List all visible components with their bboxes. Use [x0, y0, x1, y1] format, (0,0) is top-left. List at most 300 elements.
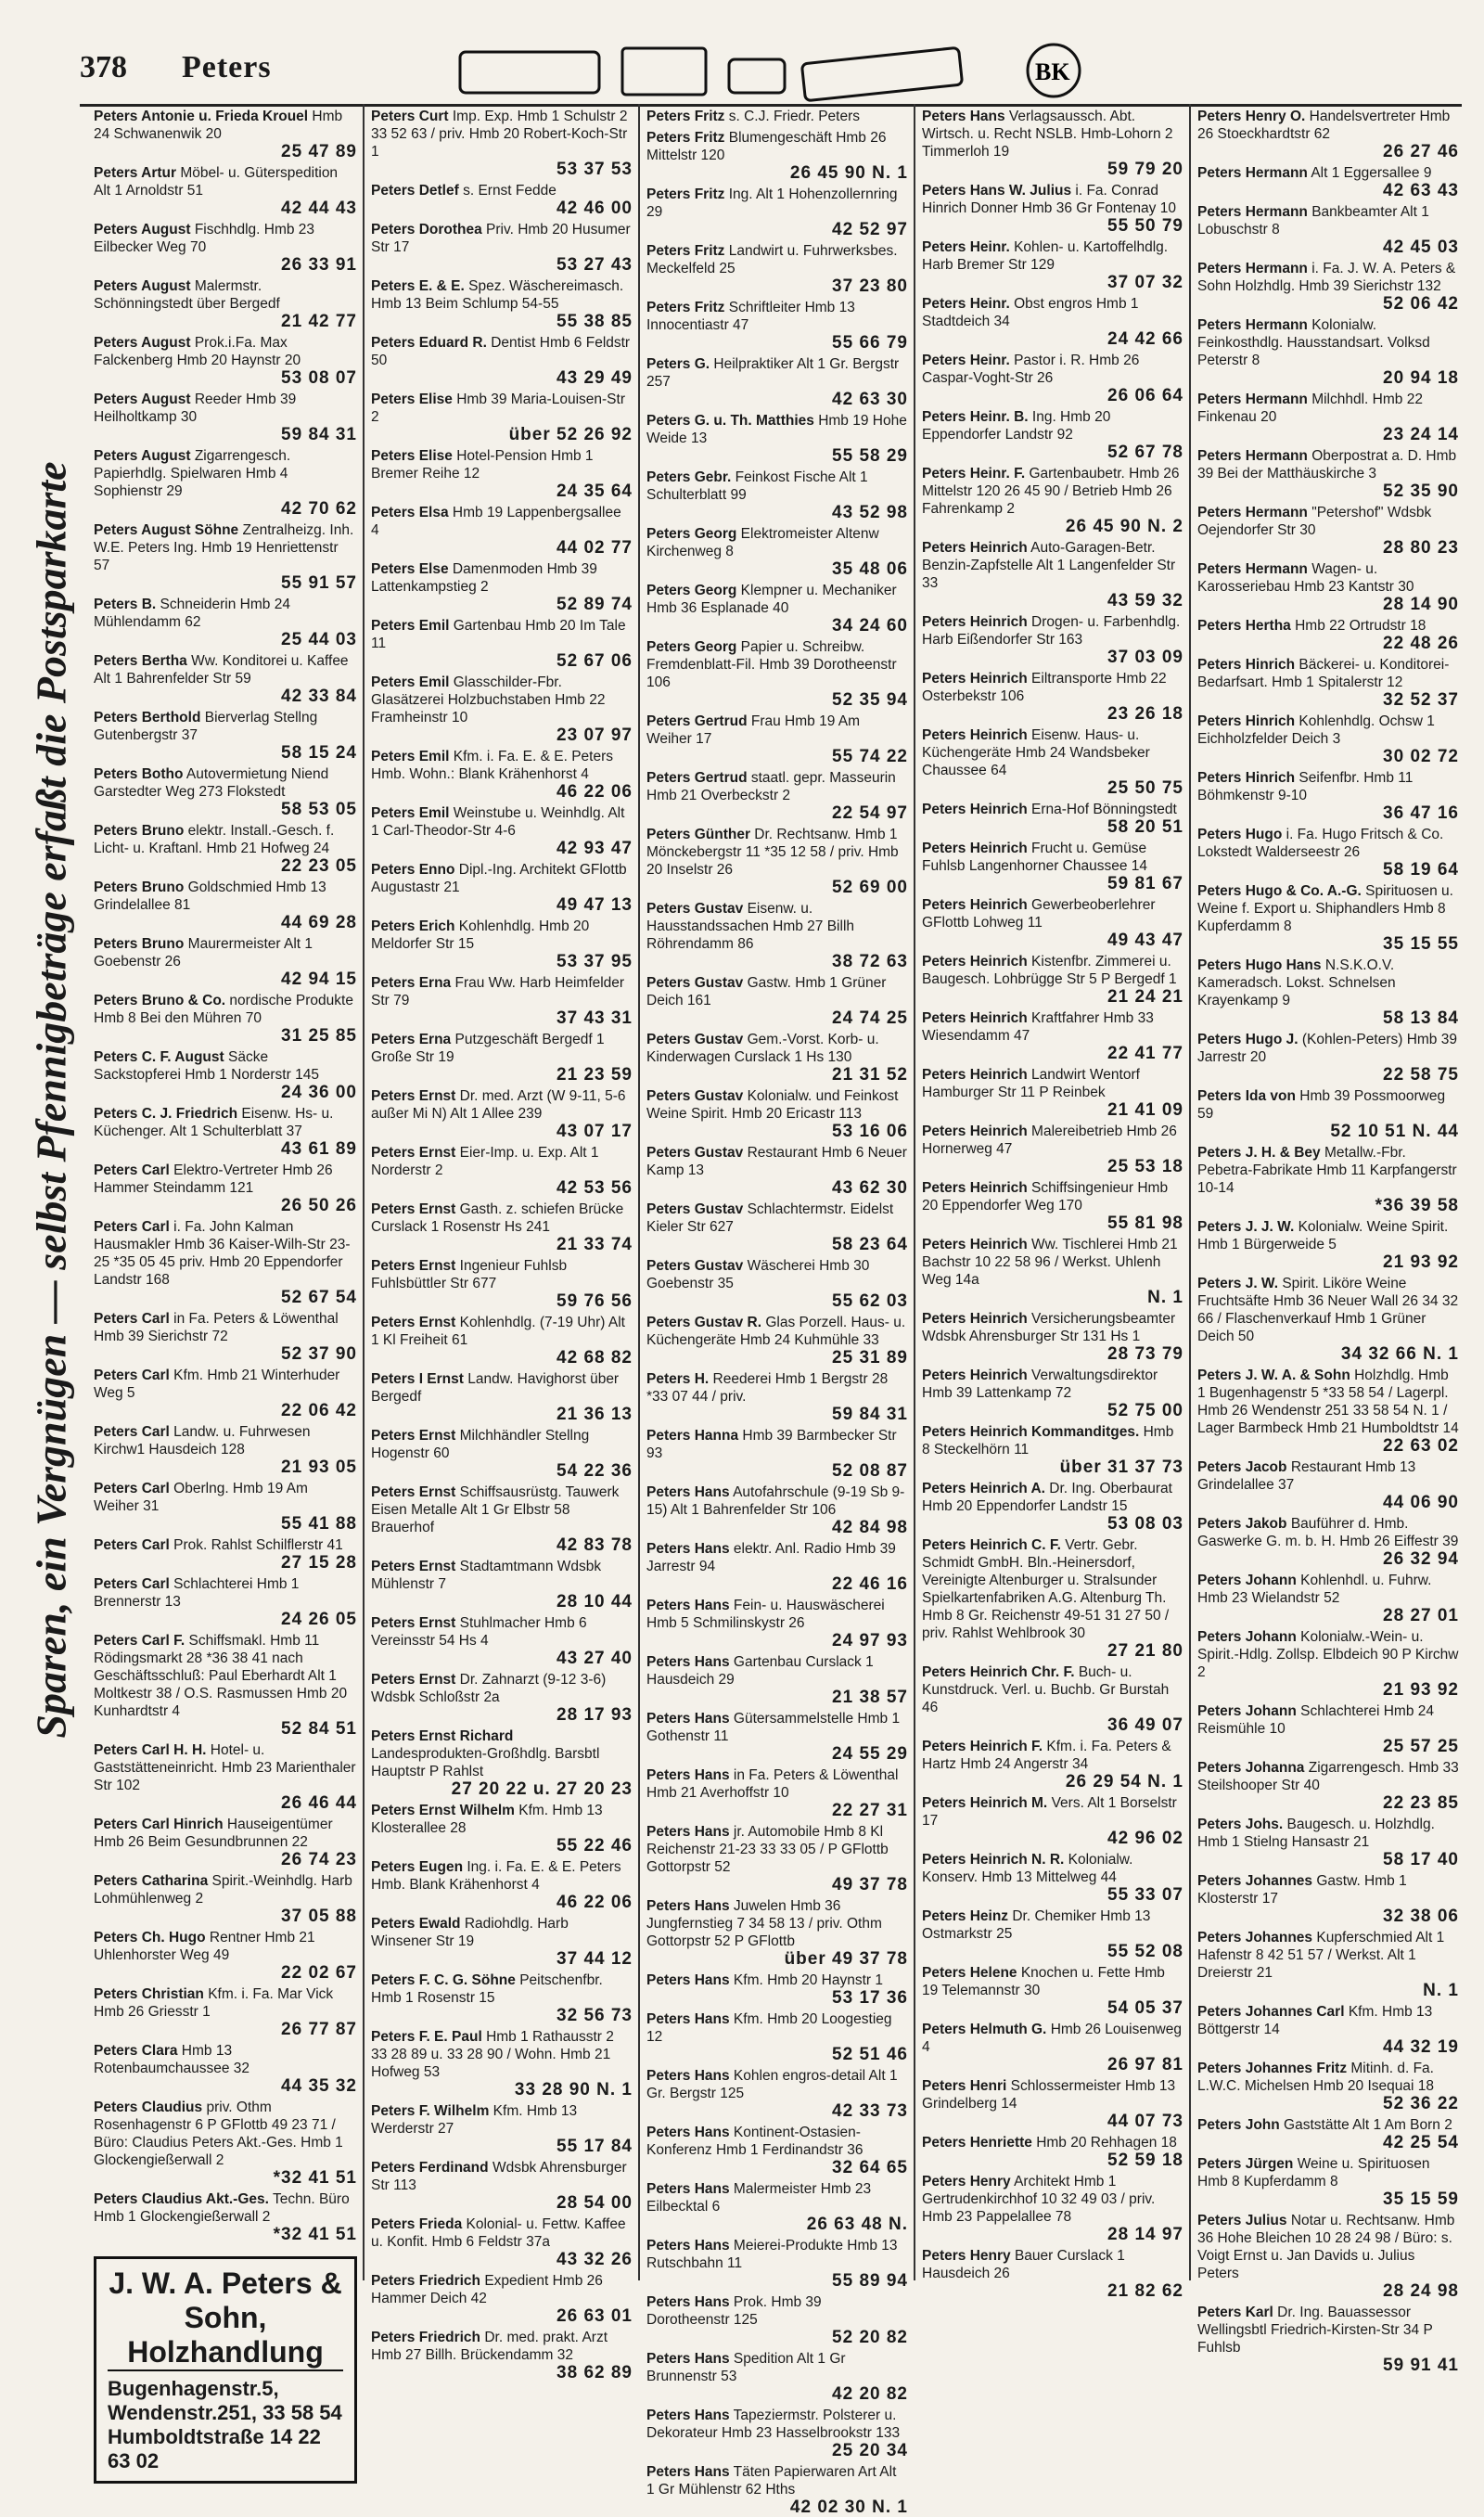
entry-name: Peters Emil: [371, 674, 450, 690]
entry-phone-number: 21 23 59: [556, 1065, 633, 1085]
entry-phone-number: 28 10 44: [556, 1592, 633, 1612]
entry-details: Kohlen- u. Kartoffelhdlg. Harb Bremer Str 129: [922, 239, 1169, 273]
entry-name: Peters Hans: [646, 2181, 730, 2197]
entry-name: Peters Frieda: [371, 2216, 463, 2232]
entry-phone-number: 42 33 73: [832, 2101, 908, 2121]
directory-entry: [1197, 316, 1459, 387]
entry-name: Peters Hans: [646, 2011, 730, 2027]
entry-phone-number: 32 64 65: [832, 2158, 908, 2177]
entry-phone-number: 28 54 00: [556, 2193, 633, 2213]
entry-details: Dr. med. Arzt (W 9-11, 5-6 außer Mi N) Alt 1 Allee 239: [371, 1088, 626, 1122]
entry-name: Peters Johannes Carl: [1197, 2004, 1345, 2020]
entry-phone-number: 42 70 62: [281, 499, 357, 519]
entry-phone-number: 22 63 02: [1383, 1436, 1459, 1456]
directory-entry: [922, 1536, 1183, 1660]
entry-phone-number: 28 27 01: [1383, 1606, 1459, 1625]
entry-phone-number: 26 46 44: [281, 1793, 357, 1813]
entry-details: Eisenw. Haus- u. Küchengeräte Hmb 24 Wandsbeker Chaussee 64: [922, 727, 1150, 778]
directory-entry: [1197, 617, 1459, 652]
entry-name: Peters Heinz: [922, 1908, 1009, 1924]
entry-name: Peters Heinrich: [922, 727, 1028, 743]
entry-phone-number: 42 52 97: [832, 220, 908, 239]
entry-details: Goldschmied Hmb 13 Grindelallee 81: [94, 880, 326, 913]
entry-details: Prok. Hmb 39 Dorotheenstr 125: [646, 2294, 822, 2328]
directory-entry: [646, 1823, 908, 1894]
entry-name: Peters Hinrich: [1197, 657, 1296, 673]
entry-phone-number: 21 41 09: [1107, 1100, 1183, 1120]
entry-details: elektr. Anl. Radio Hmb 39 Jarrestr 94: [646, 1541, 896, 1574]
directory-column: [87, 104, 363, 2472]
directory-entry: [646, 638, 908, 709]
entry-phone-number: 21 24 21: [1107, 987, 1183, 1007]
entry-name: Peters Heinrich N. R.: [922, 1852, 1065, 1868]
entry-details: Gartenbau Hmb 20 Im Tale 11: [371, 618, 626, 651]
entry-phone-number: 32 56 73: [556, 2006, 633, 2025]
entry-phone-number: 44 06 90: [1383, 1493, 1459, 1512]
directory-entry: [94, 447, 357, 518]
directory-entry: [922, 1123, 1183, 1175]
entry-details: Schiffsmakl. Hmb 11 Rödingsmarkt 28 *36 38 41 nach Geschäftsschluß: Paul Eberhardt Alt 1 Moltkestr 38 / O.S. Rasmussen Hmb 20 Kunhardtstr 4: [94, 1633, 348, 1719]
entry-name: Peters Heinrich: [922, 1010, 1028, 1026]
directory-entry: [1197, 1367, 1459, 1455]
entry-name: Peters Carl: [94, 1311, 170, 1327]
directory-entry: [646, 412, 908, 465]
entry-name: Peters Hanna: [646, 1428, 739, 1444]
entry-phone-number: 23 07 97: [556, 726, 633, 745]
entry-phone-number: 53 17 36: [832, 1988, 908, 2008]
directory-entry: [646, 186, 908, 238]
entry-details: Juwelen Hmb 36 Jungfernstieg 7 34 58 13 / priv. Othm Gottorpstr 52 P GFlottb: [646, 1898, 882, 1949]
entry-details: Landw. u. Fuhrwesen Kirchw1 Hausdeich 128: [94, 1424, 311, 1458]
directory-entry: [94, 1310, 357, 1363]
directory-entry: [1197, 447, 1459, 500]
directory-entry: [646, 2124, 908, 2177]
directory-entry: [371, 221, 633, 274]
entry-phone-number: 22 02 67: [281, 1963, 357, 1983]
entry-details: Kfm. Hmb 21 Winterhuder Weg 5: [94, 1368, 340, 1401]
entry-name: Peters Gertrud: [646, 713, 748, 729]
entry-phone-number: 21 93 92: [1383, 1680, 1459, 1700]
directory-entry: [922, 726, 1183, 797]
entry-name: Peters Johannes Fritz: [1197, 2061, 1348, 2076]
entry-details: elektr. Install.-Gesch. f. Licht- u. Kraftanl. Hmb 21 Hofweg 24: [94, 823, 335, 856]
entry-details: Auto-Garagen-Betr. Benzin-Zapfstelle Alt 1 Langenfelder Str 33: [922, 540, 1176, 591]
entry-details: Bierverlag Stellng Gutenbergstr 37: [94, 710, 318, 743]
entry-details: Vertr. Gebr. Schmidt GmbH. Bln.-Heinersdorf, Vereinigte Altenburger u. Stralsunder Spielkartenfabriken A.G. Altenburg Th. Hmb 8 Gr. Reichenstr 49-51 31 27 50 / priv. Rahlst Wehlbrook 30: [922, 1537, 1170, 1641]
directory-entry: [646, 525, 908, 578]
directory-entry: [94, 652, 357, 705]
entry-phone-number: 26 32 94: [1383, 1549, 1459, 1569]
directory-entry: [94, 1872, 357, 1925]
directory-entry: [94, 1162, 357, 1214]
directory-entry: [1197, 1031, 1459, 1084]
entry-phone-number: 22 06 42: [281, 1401, 357, 1420]
entry-details: Heilpraktiker Alt 1 Gr. Bergstr 257: [646, 356, 900, 390]
entry-phone-number: 23 24 14: [1383, 425, 1459, 444]
entry-phone-number: 52 67 06: [556, 651, 633, 671]
entry-details: Versicherungsbeamter Wdsbk Ahrensburger Str 131 Hs 1: [922, 1311, 1176, 1344]
entry-phone-number: 38 62 89: [556, 2363, 633, 2382]
entry-name: Peters Ernst: [371, 1315, 456, 1330]
directory-entry: [371, 108, 633, 178]
entry-name: Peters Dorothea: [371, 222, 482, 238]
entry-name: Peters Carl Hinrich: [94, 1817, 224, 1832]
entry-name: Peters Jacob: [1197, 1459, 1287, 1475]
directory-entry: [646, 2350, 908, 2403]
entry-details: i. Fa. John Kalman Hausmakler Hmb 36 Kaiser-Wilh-Str 23-25 *35 05 45 priv. Hmb 20 Eppendorfer Landstr 168: [94, 1219, 351, 1288]
entry-phone-number: 22 23 05: [281, 856, 357, 876]
directory-entry: [922, 613, 1183, 666]
entry-details: Notar u. Rechtsanw. Hmb 36 Hohe Bleichen 10 28 24 98 / Büro: s. Voigt Ernst u. Jan Davids u. Julius Peters: [1197, 2213, 1455, 2281]
directory-entry: [922, 539, 1183, 610]
entry-name: Peters Carl H. H.: [94, 1742, 207, 1758]
directory-entry: [371, 2272, 633, 2325]
entry-phone-number: 52 59 18: [1107, 2151, 1183, 2170]
directory-entry: [371, 1144, 633, 1197]
page-number: 378: [80, 50, 127, 84]
entry-details: Gem.-Vorst. Korb- u. Kinderwagen Curslack 1 Hs 130: [646, 1032, 879, 1065]
entry-phone-number: 21 82 62: [1107, 2281, 1183, 2301]
entry-details: i. Fa. J. W. A. Peters & Sohn Holzhdlg. Hmb 39 Sierichstr 132: [1197, 261, 1456, 294]
entry-phone-number: 26 50 26: [281, 1196, 357, 1215]
entry-details: Dr. Rechtsanw. Hmb 1 Mönckebergstr 11 *35 12 58 / priv. Hmb 20 Inselstr 26: [646, 827, 899, 878]
entry-details: Malermeister Hmb 23 Eilbecktal 6: [646, 2181, 872, 2215]
entry-details: Dr. Ing. Bauassessor Wellingsbtl Friedrich-Kirsten-Str 34 P Fuhlsb: [1197, 2305, 1433, 2356]
directory-entry: [371, 748, 633, 801]
entry-phone-number: 53 37 95: [556, 952, 633, 971]
directory-entry: [922, 182, 1183, 235]
entry-details: i. Fa. Hugo Fritsch & Co. Lokstedt Walderseestr 26: [1197, 827, 1444, 860]
entry-details: Vers. Alt 1 Borselstr 17: [922, 1795, 1177, 1829]
entry-name: Peters Friedrich: [371, 2273, 481, 2289]
entry-details: Oberlng. Hmb 19 Am Weiher 31: [94, 1481, 308, 1514]
entry-details: Hmb 24 Schwanenwik 20: [94, 109, 343, 142]
entry-name: Peters Johann: [1197, 1629, 1297, 1645]
entry-phone-number: 42 46 00: [556, 199, 633, 218]
directory-entry: [371, 2329, 633, 2382]
entry-name: Peters Heinrich: [922, 671, 1028, 687]
entry-details: Spirit. Liköre Weine Fruchtsäfte Hmb 36 Neuer Wall 26 34 32 66 / Flaschenverkauf Hmb 1 Grüner Deich 50: [1197, 1276, 1459, 1344]
entry-name: Peters Heinrich: [922, 614, 1028, 630]
entry-name: Peters Erna: [371, 1032, 452, 1047]
entry-name: Peters Emil: [371, 805, 450, 821]
entry-details: s. Ernst Fedde: [463, 183, 556, 199]
entry-phone-number: 43 52 98: [832, 503, 908, 522]
entry-name: Peters Ernst: [371, 1088, 456, 1104]
ad-title: J. W. A. Peters & Sohn, Holzhandlung: [108, 2267, 343, 2371]
entry-name: Peters Johannes: [1197, 1873, 1313, 1889]
directory-column: [638, 104, 914, 2517]
entry-phone-number: 55 81 98: [1107, 1214, 1183, 1233]
entry-details: Mitinh. d. Fa. L.W.C. Michelsen Hmb 20 Isequai 18: [1197, 2061, 1435, 2094]
directory-entry: [922, 896, 1183, 949]
entry-name: Peters Artur: [94, 165, 177, 181]
entry-details: Schlachtermstr. Eidelst Kieler Str 627: [646, 1201, 894, 1235]
entry-phone-number: 52 10 51 N. 44: [1330, 1122, 1459, 1141]
directory-entry: [94, 2099, 357, 2187]
entry-name: Peters August: [94, 448, 191, 464]
entry-phone-number: 26 74 23: [281, 1850, 357, 1869]
entry-name: Peters B.: [94, 597, 157, 612]
entry-phone-number: 35 48 06: [832, 559, 908, 579]
entry-name: Peters Carl: [94, 1219, 170, 1235]
entry-phone-number: 54 22 36: [556, 1461, 633, 1481]
directory-entry: [1197, 769, 1459, 822]
entry-name: Peters Hugo: [1197, 827, 1283, 842]
directory-entry: [371, 1802, 633, 1855]
entry-name: Peters Johannes: [1197, 1930, 1313, 1946]
entry-phone-number: 26 27 46: [1383, 142, 1459, 161]
directory-entry: [94, 1105, 357, 1158]
entry-phone-number: 55 58 29: [832, 446, 908, 466]
directory-entry: [1197, 1872, 1459, 1925]
entry-details: Kistenfbr. Zimmerei u. Baugesch. Lohbrügge Str 5 P Bergedf 1: [922, 954, 1177, 987]
directory-entry: [646, 108, 908, 125]
entry-details: Hmb 39 Barmbecker Str 93: [646, 1428, 897, 1461]
entry-name: Peters Ida von: [1197, 1088, 1296, 1104]
entry-details: Kohlen engros-detail Alt 1 Gr. Bergstr 125: [646, 2068, 898, 2101]
entry-details: Bäckerei- u. Konditorei-Bedarfsart. Hmb 1 Spitalerstr 12: [1197, 657, 1450, 690]
directory-entry: [1197, 1275, 1459, 1363]
entry-details: Fein- u. Hauswäscherei Hmb 5 Schmilinskystr 26: [646, 1598, 885, 1631]
directory-entry: [922, 801, 1183, 836]
entry-name: Peters Christian: [94, 1986, 204, 2002]
entry-details: Kupferschmied Alt 1 Hafenstr 8 42 51 57 / Werkst. Alt 1 Dreierstr 21: [1197, 1930, 1445, 1981]
entry-phone-number: 30 02 72: [1383, 747, 1459, 766]
entry-phone-number: 43 61 89: [281, 1139, 357, 1159]
entry-details: i. Fa. Conrad Hinrich Donner Hmb 36 Gr Fontenay 10: [922, 183, 1176, 216]
entry-phone-number: 21 31 52: [832, 1065, 908, 1085]
entry-phone-number: 24 74 25: [832, 1008, 908, 1028]
entry-name: Peters Catharina: [94, 1873, 209, 1889]
directory-entry: [922, 1367, 1183, 1419]
entry-name: Peters J. J. W.: [1197, 1219, 1295, 1235]
entry-phone-number: 55 91 57: [281, 573, 357, 593]
entry-name: Peters Heinrich C. F.: [922, 1537, 1061, 1553]
directory-entry: [646, 1653, 908, 1706]
entry-name: Peters Helmuth G.: [922, 2022, 1047, 2037]
directory-entry: [922, 2021, 1183, 2074]
entry-phone-number: 26 97 81: [1107, 2055, 1183, 2074]
directory-entry: [1197, 2155, 1459, 2208]
entry-name: Peters Heinrich: [922, 540, 1028, 556]
entry-phone-number: 42 96 02: [1107, 1829, 1183, 1848]
entry-phone-number: über 52 26 92: [508, 425, 633, 444]
entry-details: Architekt Hmb 1 Gertrudenkirchhof 10 32 49 03 / priv. Hmb 23 Pappelallee 78: [922, 2174, 1156, 2225]
entry-phone-number: 55 41 88: [281, 1514, 357, 1534]
directory-entry: [1197, 957, 1459, 1027]
directory-entry: [922, 238, 1183, 291]
entry-phone-number: 54 05 37: [1107, 1998, 1183, 2018]
directory-entry: [94, 391, 357, 443]
directory-entry: [922, 108, 1183, 178]
entry-details: Handelsvertreter Hmb 26 Stoeckhardtstr 62: [1197, 109, 1451, 142]
directory-entry: [94, 164, 357, 217]
entry-details: Zentralheizg. Inh. W.E. Peters Ing. Hmb 19 Henriettenstr 57: [94, 522, 354, 573]
directory-entry: [371, 1257, 633, 1310]
entry-phone-number: 44 07 73: [1107, 2112, 1183, 2131]
entry-details: Kfm. i. Fa. E. & E. Peters Hmb. Wohn.: Blank Krähenhorst 4: [371, 749, 614, 782]
directory-entry: [371, 918, 633, 970]
entry-details: Verwaltungsdirektor Hmb 39 Lattenkamp 72: [922, 1368, 1158, 1401]
entry-name: Peters Botho: [94, 766, 184, 782]
entry-phone-number: 58 19 64: [1383, 860, 1459, 880]
entry-name: Peters J. H. & Bey: [1197, 1145, 1321, 1161]
directory-entry: [1197, 826, 1459, 879]
entry-phone-number: 22 23 85: [1383, 1793, 1459, 1813]
entry-phone-number: 42 84 98: [832, 1518, 908, 1537]
directory-entry: [94, 1423, 357, 1476]
entry-name: Peters Enno: [371, 862, 455, 878]
entry-details: Glasschilder-Fbr. Glasätzerei Holzbuchstaben Hmb 22 Framheinstr 10: [371, 674, 606, 726]
entry-name: Peters Carl: [94, 1162, 170, 1178]
entry-name: Peters Günther: [646, 827, 750, 842]
entry-name: Peters Eugen: [371, 1859, 464, 1875]
entry-details: Meierei-Produkte Hmb 13 Rutschbahn 11: [646, 2238, 898, 2271]
entry-name: Peters C. J. Friedrich: [94, 1106, 238, 1122]
entry-phone-number: 43 32 26: [556, 2250, 633, 2269]
entry-details: Kohlenhdlg. (7-19 Uhr) Alt 1 Kl Freiheit 61: [371, 1315, 625, 1348]
entry-phone-number: 49 43 47: [1107, 931, 1183, 950]
directory-entry: [94, 2042, 357, 2095]
entry-phone-number: 49 47 13: [556, 895, 633, 915]
directory-entry: [1197, 164, 1459, 199]
entry-details: Priv. Hmb 20 Husumer Str 17: [371, 222, 631, 255]
entry-details: in Fa. Peters & Löwenthal Hmb 21 Averhoffstr 10: [646, 1767, 899, 1801]
luggage-illustration: [451, 39, 1137, 100]
entry-name: Peters Henri: [922, 2078, 1007, 2094]
entry-name: Peters Clara: [94, 2043, 178, 2059]
entry-phone-number: 42 93 47: [556, 839, 633, 858]
entry-phone-number: 26 45 90 N. 2: [1065, 517, 1183, 536]
entry-name: Peters Hans: [646, 1484, 730, 1500]
entry-name: Peters Heinrich: [922, 1067, 1028, 1083]
entry-name: Peters Ernst: [371, 1201, 456, 1217]
sidebar-text: Sparen, ein Vergnügen — selbst Pfennigbeträge erfaßt die Postsparkarte: [27, 460, 75, 1739]
entry-details: Restaurant Hmb 13 Grindelallee 37: [1197, 1459, 1416, 1493]
entry-phone-number: 59 84 31: [281, 425, 357, 444]
entry-name: Peters Hans: [646, 2125, 730, 2140]
directory-entry: [1197, 656, 1459, 709]
entry-details: Blumengeschäft Hmb 26 Mittelstr 120: [646, 130, 887, 163]
entry-details: Imp. Exp. Hmb 1 Schulstr 2 33 52 63 / priv. Hmb 20 Robert-Koch-Str 1: [371, 109, 628, 160]
entry-details: Kolonialw. Feinkosthdlg. Hausstandsart. Volksd Peterstr 8: [1197, 317, 1430, 368]
directory-entry: [1197, 1144, 1459, 1214]
entry-phone-number: 28 73 79: [1107, 1344, 1183, 1364]
entry-name: Peters Hans: [646, 2238, 730, 2254]
entry-name: Peters Johs.: [1197, 1817, 1284, 1832]
entry-name: Peters Heinrich: [922, 1180, 1028, 1196]
entry-details: Milchhdl. Hmb 22 Finkenau 20: [1197, 392, 1423, 425]
entry-name: Peters Georg: [646, 639, 737, 655]
entry-details: Elektro-Vertreter Hmb 26 Hammer Steindamm 121: [94, 1162, 333, 1196]
entry-phone-number: 53 27 43: [556, 255, 633, 275]
entry-details: Wäscherei Hmb 30 Goebenstr 35: [646, 1258, 870, 1291]
entry-name: Peters Henry: [922, 2248, 1011, 2264]
entry-phone-number: 59 79 20: [1107, 160, 1183, 179]
directory-entry: [371, 560, 633, 613]
entry-name: Peters Helene: [922, 1965, 1017, 1981]
directory-entry: [646, 974, 908, 1027]
directory-columns: [87, 104, 1465, 2517]
entry-phone-number: 25 20 34: [832, 2441, 908, 2460]
entry-details: Radiohdlg. Harb Winsener Str 19: [371, 1916, 569, 1949]
directory-entry: [646, 2463, 908, 2516]
entry-name: Peters Jürgen: [1197, 2156, 1294, 2172]
entry-details: Expedient Hmb 26 Hammer Deich 42: [371, 2273, 603, 2306]
entry-phone-number: 21 93 05: [281, 1458, 357, 1477]
entry-name: Peters Georg: [646, 526, 737, 542]
entry-details: Holzhdlg. Hmb 1 Bugenhagenstr 5 *33 58 54 / Lagerpl. Hmb 26 Wendenstr 251 33 58 54 N. 1 / Lager Barmbeck Hmb 21 Humboldtstr 14: [1197, 1368, 1459, 1436]
directory-entry: [922, 953, 1183, 1006]
entry-details: Bankbeamter Alt 1 Lobuschstr 8: [1197, 204, 1429, 238]
entry-name: Peters E. & E.: [371, 278, 465, 294]
entry-phone-number: *36 39 58: [1375, 1196, 1459, 1215]
entry-details: Kfm. Hmb 13 Böttgerstr 14: [1197, 2004, 1433, 2037]
entry-details: Dr. Ing. Oberbaurat Hmb 20 Eppendorfer Landstr 15: [922, 1481, 1172, 1514]
entry-phone-number: 59 84 31: [832, 1405, 908, 1424]
entry-phone-number: 21 38 57: [832, 1688, 908, 1707]
entry-phone-number: 26 45 90 N. 1: [789, 163, 908, 183]
entry-details: Zigarrengesch. Hmb 33 Steilshooper Str 40: [1197, 1760, 1459, 1793]
entry-name: Peters Hans: [646, 1767, 730, 1783]
entry-phone-number: 52 51 46: [832, 2045, 908, 2064]
entry-name: Peters Fritz: [646, 300, 725, 315]
directory-entry: [1197, 2003, 1459, 2056]
entry-phone-number: 52 84 51: [281, 1719, 357, 1739]
entry-name: Peters Hermann: [1197, 448, 1308, 464]
entry-details: Glas Porzell. Haus- u. Küchengeräte Hmb 24 Kuhmühle 33: [646, 1315, 906, 1348]
entry-name: Peters Fritz: [646, 243, 725, 259]
entry-phone-number: 46 22 06: [556, 782, 633, 802]
directory-entry: [94, 992, 357, 1045]
entry-details: Frucht u. Gemüse Fuhlsb Langenhorner Chaussee 14: [922, 841, 1148, 874]
entry-details: Gasth. z. schiefen Brücke Curslack 1 Rosenstr Hs 241: [371, 1201, 624, 1235]
directory-entry: [371, 1087, 633, 1140]
entry-phone-number: über 31 37 73: [1059, 1458, 1183, 1477]
directory-entry: [1197, 1759, 1459, 1812]
entry-phone-number: 24 26 05: [281, 1610, 357, 1629]
directory-entry: [94, 334, 357, 387]
entry-phone-number: 55 50 79: [1107, 216, 1183, 236]
entry-name: Peters Ernst Richard: [371, 1728, 514, 1744]
entry-details: Alt 1 Eggersallee 9: [1311, 165, 1432, 181]
directory-entry: [94, 1367, 357, 1419]
entry-name: Peters August: [94, 222, 191, 238]
directory-entry: [94, 277, 357, 330]
entry-details: Kolonialw. und Feinkost Weine Spirit. Hmb 20 Ericastr 113: [646, 1088, 899, 1122]
entry-name: Peters Johanna: [1197, 1760, 1305, 1776]
entry-details: Schneiderin Hmb 24 Mühlendamm 62: [94, 597, 290, 630]
entry-phone-number: 52 37 90: [281, 1344, 357, 1364]
entry-phone-number: 20 94 18: [1383, 368, 1459, 388]
entry-details: Ing. Hmb 20 Eppendorfer Landstr 92: [922, 409, 1111, 443]
directory-entry: [646, 2067, 908, 2120]
entry-phone-number: 25 57 25: [1383, 1737, 1459, 1756]
entry-phone-number: 55 62 03: [832, 1291, 908, 1311]
entry-details: Möbel- u. Güterspedition Alt 1 Arnoldstr 51: [94, 165, 339, 199]
entry-name: Peters Carl: [94, 1481, 170, 1496]
entry-phone-number: 24 42 66: [1107, 329, 1183, 349]
directory-entry: [1197, 560, 1459, 613]
entry-details: Obst engros Hmb 1 Stadtdeich 34: [922, 296, 1139, 329]
entry-phone-number: 42 94 15: [281, 970, 357, 989]
entry-details: Spez. Wäschereimasch. Hmb 13 Beim Schlump 54-55: [371, 278, 624, 312]
entry-phone-number: 34 32 66 N. 1: [1340, 1344, 1459, 1364]
entry-details: Hmb 39 Possmoorweg 59: [1197, 1088, 1446, 1122]
entry-name: Peters Hermann: [1197, 392, 1308, 407]
entry-phone-number: 24 35 64: [556, 482, 633, 501]
